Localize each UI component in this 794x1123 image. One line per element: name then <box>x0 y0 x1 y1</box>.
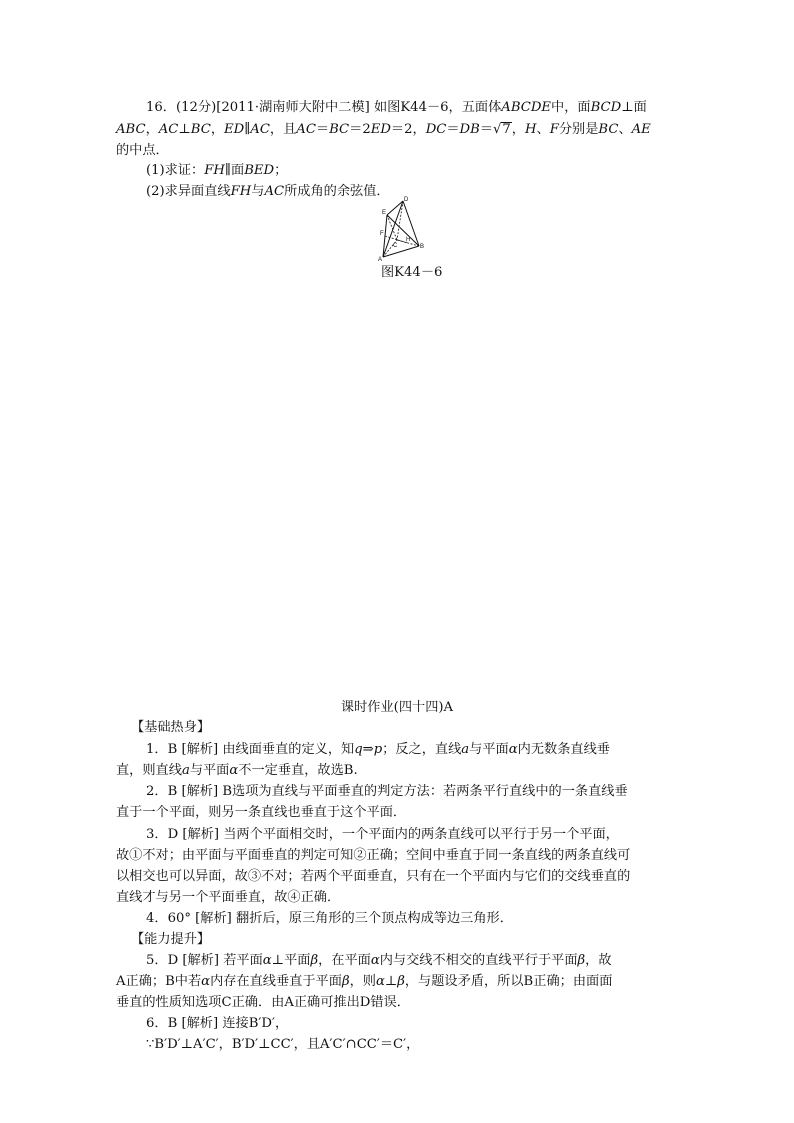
text: β <box>577 953 586 968</box>
text: ⊥ <box>384 974 398 989</box>
text: p <box>373 742 383 757</box>
figure-caption: 图K44－6 <box>381 265 443 280</box>
text: DB <box>459 122 480 137</box>
text: ＝√ <box>479 122 502 137</box>
answer-5-line-3: 垂直的性质知选项C正确．由A正确可推出D错误． <box>116 995 410 1010</box>
text: ＝ <box>315 122 330 137</box>
text: 内与交线不相交的直线平行于平面 <box>379 953 578 968</box>
text: 与平面 <box>469 742 509 757</box>
text: 所成角的余弦值． <box>284 184 390 199</box>
text: ABC <box>116 122 146 137</box>
text: BC <box>598 122 619 137</box>
label-h: H <box>406 237 411 243</box>
text: ⇒ <box>362 742 374 757</box>
text: ，与题设矛盾，所以B正确；由面面 <box>404 974 613 989</box>
label-e: E <box>382 210 387 216</box>
text: BC <box>190 122 211 137</box>
label-f: F <box>380 231 384 237</box>
text: 1．B [解析] 由线面垂直的定义，知 <box>146 742 355 757</box>
label-d: D <box>404 197 409 203</box>
text: 、 <box>618 122 632 137</box>
text: ， <box>210 122 224 137</box>
text: ABCDE <box>501 100 552 115</box>
text: (1)求证： <box>146 163 205 178</box>
text: ， <box>145 122 159 137</box>
text: ED <box>224 122 245 137</box>
text: 内存在直线垂直于平面 <box>210 974 342 989</box>
text: 的中点． <box>116 143 169 158</box>
text: ∥面 <box>224 163 245 178</box>
text: ，故 <box>585 953 612 968</box>
text: ＝ <box>446 122 460 137</box>
text: AC <box>296 122 316 137</box>
answers-heading: 课时作业(四十四)A <box>340 700 454 715</box>
text: 、 <box>536 122 550 137</box>
answer-4-line-1: 4．60° [解析] 翻折后，原三角形的三个顶点构成等边三角形． <box>146 911 513 926</box>
answer-5-line-1 <box>146 951 612 971</box>
text: a <box>461 742 470 757</box>
text: FH <box>204 163 225 178</box>
answer-2-line-1: 2．B [解析] B选项为直线与平面垂直的判定方法：若两条平行直线中的一条直线垂 <box>146 784 628 799</box>
text: ⊥ <box>178 122 191 137</box>
problem-16-line-1 <box>146 98 647 118</box>
problem-16-line-3 <box>116 141 169 161</box>
text: ⊥面 <box>621 100 647 115</box>
answer-6-line-1: 6．B [解析] 连接B′D′， <box>146 1016 289 1031</box>
text: 与 <box>251 184 265 199</box>
text: (2)求异面直线 <box>146 184 231 199</box>
text: FH <box>230 184 252 199</box>
geometry-figure <box>375 195 435 263</box>
text: 与平面 <box>189 763 230 778</box>
text: 5．D [解析] 若平面 <box>146 953 263 968</box>
text: 内无数条直线垂 <box>517 742 610 757</box>
text: 分别是 <box>558 122 599 137</box>
answer-5-line-2 <box>116 972 612 992</box>
edge-a-b <box>383 246 419 257</box>
answer-1-line-2 <box>116 761 358 781</box>
text: BCD <box>590 100 622 115</box>
text: α <box>201 974 211 989</box>
text: a <box>181 763 190 778</box>
label-a: A <box>378 257 383 263</box>
text: 16．(12分)[2011·湖南师大附中二模] 如图K44－6，五面体 <box>146 100 502 115</box>
text: ，在平面 <box>318 953 371 968</box>
text: AC <box>250 122 270 137</box>
section-basic: 【基础热身】 <box>131 720 211 735</box>
text: α <box>229 763 239 778</box>
text: 不一定垂直，故选B. <box>238 763 358 778</box>
text: ∥ <box>244 122 251 137</box>
problem-16-question-2 <box>146 182 390 202</box>
text: α <box>370 953 380 968</box>
text: F <box>549 122 559 137</box>
text: BC <box>329 122 350 137</box>
text: DC <box>425 122 447 137</box>
answer-3-line-4: 直线才与另一个平面垂直，故④正确． <box>116 890 341 905</box>
answer-3-line-3: 以相交也可以异面，故③不对；若两个平面垂直，只有在一个平面内与它们的交线垂直的 <box>116 869 631 884</box>
text: ，且 <box>269 122 297 137</box>
text: ；反之，直线 <box>382 742 462 757</box>
sqrt-radicand: 7 <box>502 122 511 137</box>
problem-16-question-1 <box>146 161 287 181</box>
text: AC <box>264 184 285 199</box>
text: A正确；B中若 <box>116 974 202 989</box>
text: β <box>310 953 319 968</box>
section-advanced: 【能力提升】 <box>131 932 211 947</box>
text: 中，面 <box>551 100 591 115</box>
answer-2-line-2: 直于一个平面，则另一条直线也垂直于这个平面． <box>116 805 407 820</box>
text: α <box>262 953 272 968</box>
text: BED <box>244 163 275 178</box>
edge-e-c <box>387 215 397 240</box>
text: H <box>524 122 537 137</box>
answer-6-line-2: ∵B′D′⊥A′C′，B′D′⊥CC′，且A′C′∩CC′＝C′， <box>146 1037 420 1052</box>
text: q <box>354 742 363 757</box>
text: AE <box>631 122 651 137</box>
answer-3-line-1: 3．D [解析] 当两个平面相交时，一个平面内的两条直线可以平行于另一个平面， <box>146 827 619 842</box>
text: ＝2 <box>349 122 371 137</box>
edge-d-c <box>397 201 403 240</box>
label-b: B <box>420 244 425 250</box>
answer-3-line-2: 故①不对；由平面与平面垂直的判定可知②正确；空间中垂直于同一条直线的两条直线可 <box>116 848 631 863</box>
text: ； <box>274 163 288 178</box>
problem-16-line-2 <box>116 120 651 140</box>
text: ，则 <box>349 974 376 989</box>
label-c: C <box>393 243 398 249</box>
text: ⊥平面 <box>271 953 311 968</box>
answer-1-line-1 <box>146 740 610 760</box>
text: β <box>397 974 405 989</box>
text: AC <box>158 122 179 137</box>
text: ED <box>370 122 391 137</box>
text: ， <box>511 122 525 137</box>
text: β <box>341 974 350 989</box>
text: ＝2， <box>390 122 426 137</box>
text: α <box>375 974 385 989</box>
text: 直，则直线 <box>116 763 182 778</box>
text: α <box>508 742 518 757</box>
